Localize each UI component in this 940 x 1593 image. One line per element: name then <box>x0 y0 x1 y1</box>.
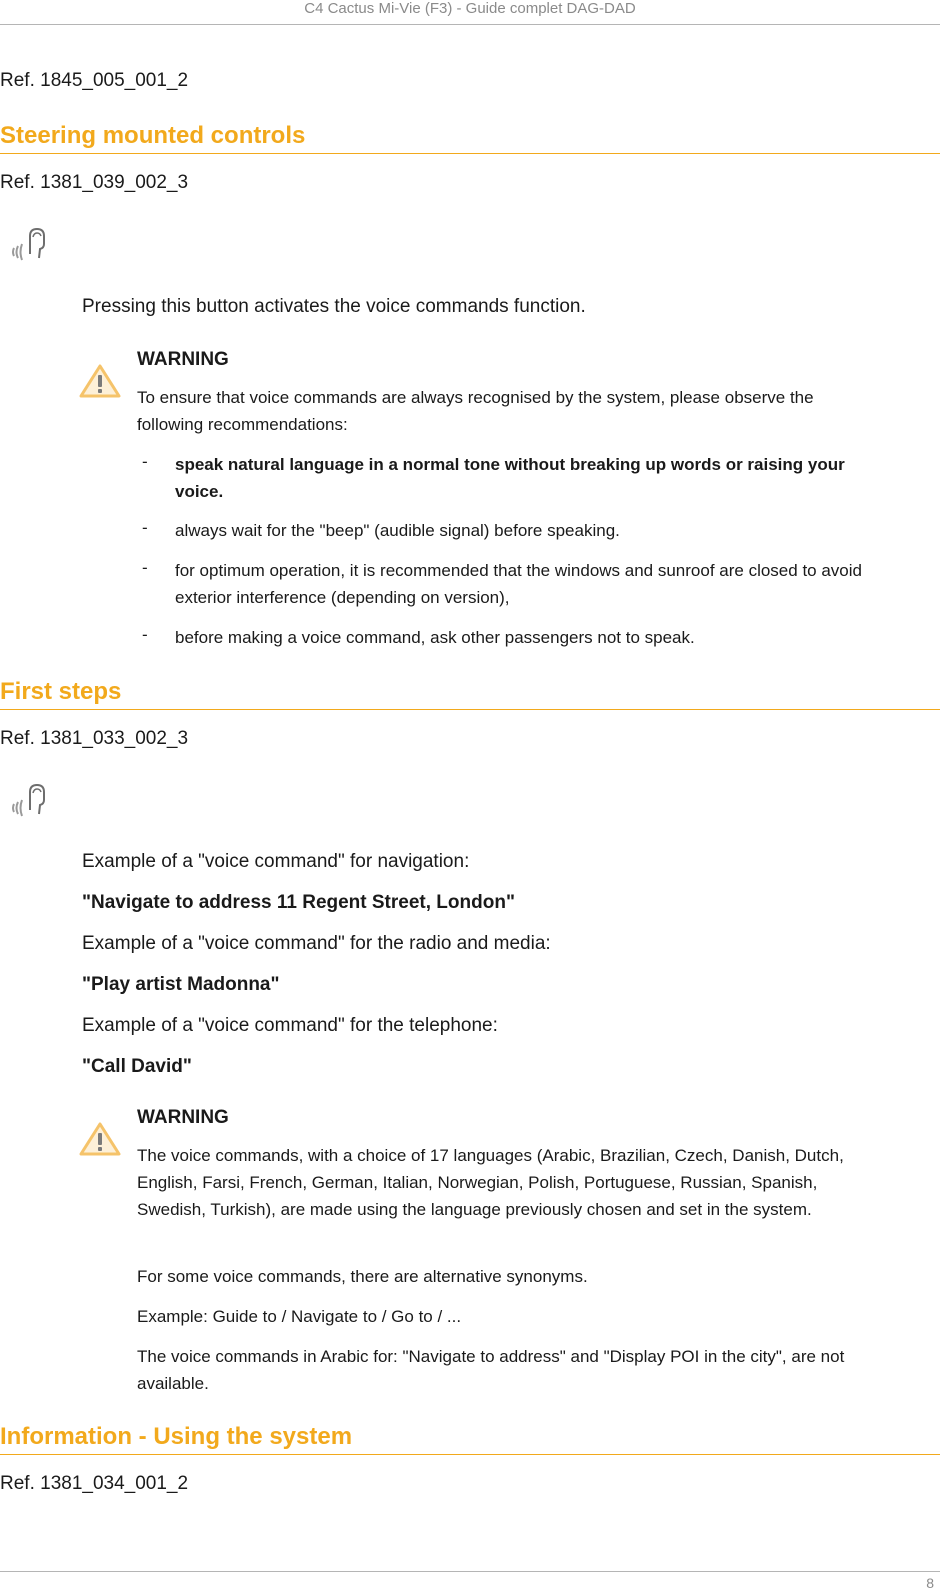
example-command: "Play artist Madonna" <box>82 974 280 995</box>
section-title-first-steps: First steps <box>0 675 940 710</box>
example-command: "Call David" <box>82 1056 192 1077</box>
voice-command-icon <box>6 224 50 264</box>
reference-code: Ref. 1845_005_001_2 <box>0 70 189 91</box>
reference-code: Ref. 1381_034_001_2 <box>0 1473 189 1494</box>
warning-paragraph: For some voice commands, there are alternative synonyms. <box>137 1267 588 1286</box>
recommendation-item: before making a voice command, ask other passengers not to speak. <box>175 628 695 647</box>
document-title: C4 Cactus Mi-Vie (F3) - Guide complet DAG-DAD <box>304 0 636 17</box>
reference-code: Ref. 1381_033_002_3 <box>0 728 189 749</box>
instruction-text: Pressing this button activates the voice commands function. <box>82 296 586 317</box>
warning-paragraph: Example: Guide to / Navigate to / Go to / ... <box>137 1307 462 1326</box>
warning-paragraph: The voice commands, with a choice of 17 languages (Arabic, Brazilian, Czech, Danish, Dutch, English, Farsi, French, German, Italian, Norwegian, Polish, Portuguese, Russian, Spanish, Swedish, Turkish), are made using the language previously chosen and set in the system. <box>137 1146 844 1219</box>
section-title-steering-controls: Steering mounted controls <box>0 119 940 154</box>
example-text: Example of a "voice command" for the telephone: <box>82 1015 498 1036</box>
page-header <box>0 0 940 25</box>
voice-command-icon <box>6 780 50 820</box>
warning-icon <box>78 362 122 400</box>
example-command: "Navigate to address 11 Regent Street, London" <box>82 892 515 913</box>
bullet-dash: - <box>142 558 148 577</box>
recommendation-item: always wait for the "beep" (audible signal) before speaking. <box>175 521 620 540</box>
bullet-dash: - <box>142 452 148 471</box>
page-number: 8 <box>926 1575 934 1591</box>
recommendation-item: speak natural language in a normal tone without breaking up words or raising your voice. <box>175 455 845 501</box>
recommendation-item: for optimum operation, it is recommended that the windows and sunroof are closed to avoid exterior interference (depending on version), <box>175 561 862 607</box>
warning-title: WARNING <box>137 349 229 370</box>
bullet-dash: - <box>142 518 148 537</box>
warning-title: WARNING <box>137 1107 229 1128</box>
bullet-dash: - <box>142 625 148 644</box>
reference-code: Ref. 1381_039_002_3 <box>0 172 189 193</box>
section-title-using-system: Information - Using the system <box>0 1420 940 1455</box>
footer-divider <box>0 1571 940 1572</box>
warning-intro: To ensure that voice commands are always recognised by the system, please observe the following recommendations: <box>137 388 814 434</box>
example-text: Example of a "voice command" for navigation: <box>82 851 470 872</box>
warning-icon <box>78 1120 122 1158</box>
example-text: Example of a "voice command" for the radio and media: <box>82 933 551 954</box>
warning-paragraph: The voice commands in Arabic for: "Navigate to address" and "Display POI in the city", are not available. <box>137 1347 845 1393</box>
